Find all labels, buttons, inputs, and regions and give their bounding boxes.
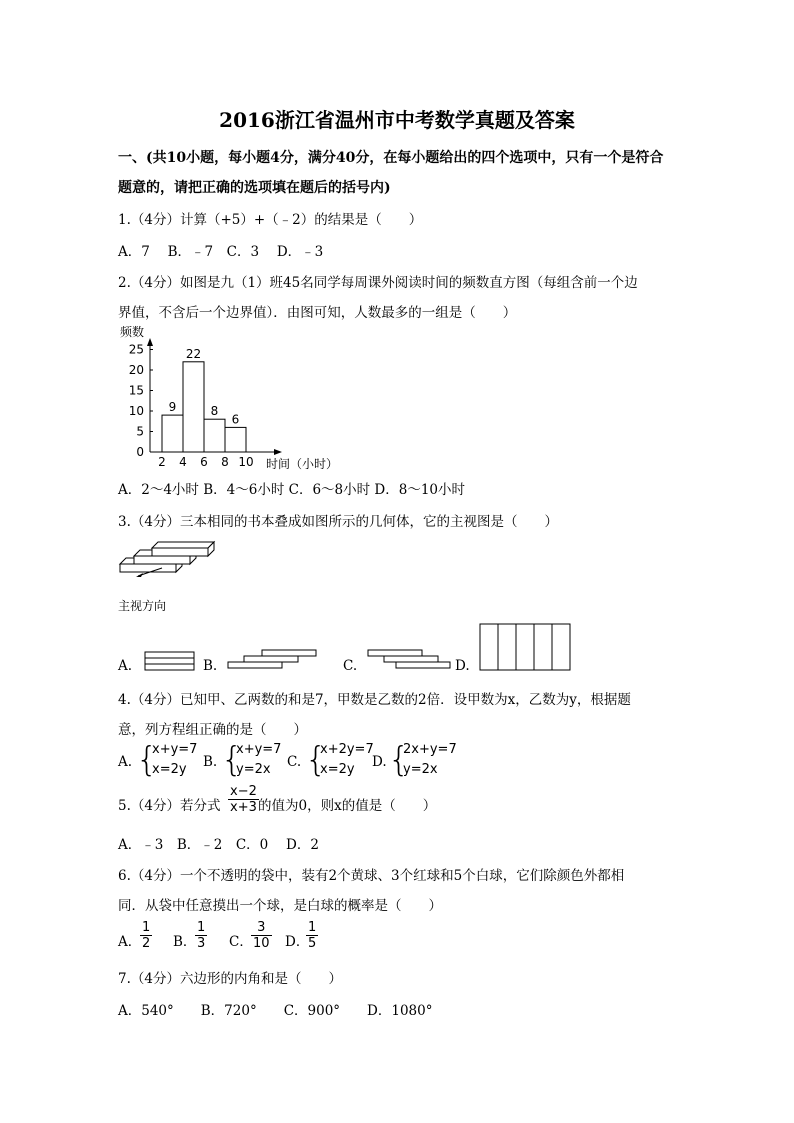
q3-option-a-label: A. [118,658,133,674]
y-tick-label: 25 [128,342,144,357]
q7-options: A．540° B．720° C．900° D．1080° [118,1003,433,1019]
q3-option-b-figure [226,645,320,671]
q5-fraction [228,784,259,815]
q4-b-eq2: y=2x [236,762,271,777]
q6-c-numerator: 3 [251,920,272,936]
q6-option-d-fraction [306,920,318,951]
q1-stem: 1.（4分）计算（+5）+（﹣2）的结果是（ ） [118,212,423,228]
q4-c-eq1: x+2y=7 [320,742,374,757]
q4-option-d-brace: { [388,740,410,780]
q6-stem-line1: 6.（4分）一个不透明的袋中，装有2个黄球、3个红球和5个白球，它们除颜色外都相 [118,868,625,884]
histogram-bar [162,415,183,452]
x-axis-title: 时间（小时） [266,457,339,471]
q5-fraction-denominator: x+3 [230,800,257,815]
q4-stem-line1: 4.（4分）已知甲、乙两数的和是7，甲数是乙数的2倍．设甲数为x，乙数为y，根据题 [118,692,631,708]
histogram-chart [110,320,360,472]
q6-option-d-label: D． [285,934,310,950]
q4-option-c-system [320,740,374,780]
q1-options: A．7 B．﹣7 C．3 D．﹣3 [118,244,324,260]
q6-option-a-fraction [140,920,152,951]
q4-option-a-label: A. [118,754,133,770]
q5-stem-prefix: 5.（4分）若分式 [118,798,221,814]
y-tick-label: 15 [128,383,144,398]
q6-b-denominator: 3 [197,936,206,951]
x-axis-arrow [274,449,282,455]
q6-b-numerator: 1 [197,920,206,935]
q6-c-denominator: 10 [253,936,270,951]
q6-a-numerator: 1 [142,920,151,935]
q4-c-eq2: x=2y [320,762,355,777]
histogram-bar [183,362,204,452]
q6-option-c-label: C． [229,934,253,950]
q4-d-eq2: y=2x [403,762,438,777]
q4-a-eq2: x=2y [152,762,187,777]
q4-b-eq1: x+y=7 [236,742,282,757]
bar-value-label: 22 [185,346,202,361]
x-tick-label: 2 [158,455,166,469]
q2-stem-line2: 界值，不含后一个边界值）．由图可知，人数最多的一组是（ ） [118,305,517,321]
q4-option-a-system [152,740,197,780]
q5-stem-suffix: 的值为0，则x的值是（ ） [258,798,437,814]
y-tick-label: 0 [136,445,144,459]
q4-option-d-system [403,740,457,780]
q3-option-d-label: D. [455,658,470,674]
q4-option-d-label: D. [372,754,387,770]
page-title: 2016浙江省温州市中考数学真题及答案 [219,108,575,132]
q4-option-b-system [236,740,281,780]
histogram-bar [204,419,225,452]
q6-d-denominator: 5 [308,936,317,951]
q3-option-a-figure [144,651,196,673]
q4-option-c-brace: { [305,740,327,780]
q3-option-c-label: C. [343,658,358,674]
q3-option-b-label: B. [203,658,218,674]
x-tick-label: 8 [221,455,229,469]
q3-option-c-figure [366,645,456,671]
q6-option-a-label: A． [118,934,142,950]
q2-options: A．2～4小时 B．4～6小时 C．6～8小时 D．8～10小时 [118,482,465,498]
y-tick-label: 20 [128,363,144,377]
q4-option-a-brace: { [136,740,158,780]
section-instruction-line2: 题意的，请把正确的选项填在题后的括号内) [118,180,391,196]
y-axis-title: 频数 [120,325,145,339]
y-axis-arrow [147,338,153,346]
q6-a-denominator: 2 [142,936,151,951]
x-tick-label: 4 [179,455,187,469]
q7-stem: 7.（4分）六边形的内角和是（ ） [118,971,342,987]
y-tick-label: 5 [136,424,144,439]
q6-option-c-fraction [251,920,272,951]
view-direction-label: 主视方向 [118,599,167,613]
q2-stem-line1: 2.（4分）如图是九（1）班45名同学每周课外阅读时间的频数直方图（每组含前一个边 [118,275,638,291]
q3-stem: 3.（4分）三本相同的书本叠成如图所示的几何体，它的主视图是（ ） [118,514,558,530]
q5-options: A．﹣3 B．﹣2 C．0 D．2 [118,837,319,853]
bar-value-label: 8 [210,404,219,419]
q6-d-numerator: 1 [308,920,317,935]
x-tick-label: 10 [238,455,254,469]
q4-option-c-label: C. [287,754,302,770]
bar-value-label: 9 [168,400,177,415]
q4-a-eq1: x+y=7 [152,742,198,757]
section-instruction-line1: 一、(共10小题，每小题4分，满分40分，在每小题给出的四个选项中，只有一个是符合 [118,150,664,166]
q4-stem-line2: 意，列方程组正确的是（ ） [118,722,307,738]
q6-stem-line2: 同．从袋中任意摸出一个球，是白球的概率是（ ） [118,898,442,914]
q6-option-b-fraction [195,920,207,951]
y-tick-label: 10 [128,404,144,418]
bar-value-label: 6 [231,412,240,427]
q5-fraction-numerator: x−2 [230,784,257,799]
q4-option-b-label: B. [203,754,218,770]
q4-d-eq1: 2x+y=7 [403,742,457,757]
q3-option-d-figure [478,622,572,672]
stacked-books-figure [116,538,228,578]
x-tick-label: 6 [200,455,208,469]
histogram-bar [225,427,246,452]
q6-option-b-label: B． [173,934,197,950]
q4-option-b-brace: { [221,740,243,780]
